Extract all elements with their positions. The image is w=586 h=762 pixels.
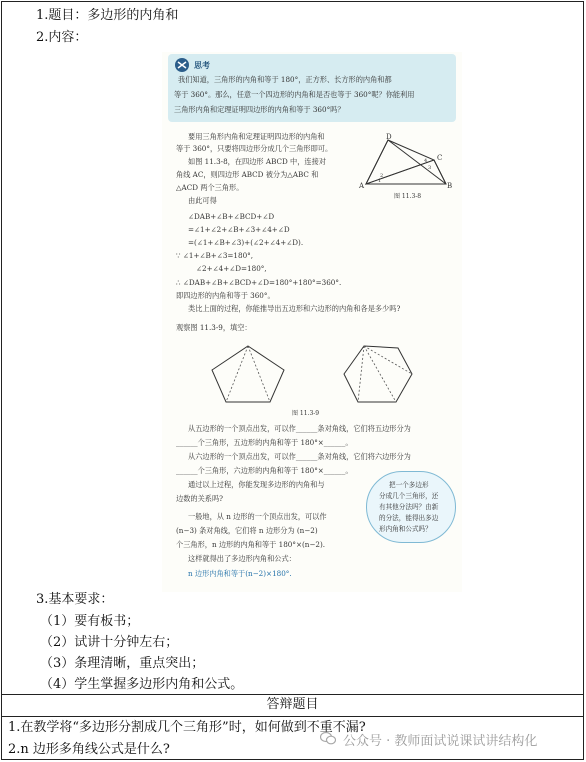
- bubble-line: 的分法，能得出多边: [379, 514, 439, 522]
- quadrilateral-figure: [358, 132, 454, 192]
- quad-label-a: A: [359, 182, 365, 190]
- figure-caption: 图 11.3-9: [292, 410, 320, 417]
- content-label: 2.内容：: [36, 30, 88, 45]
- intro-line: 要用三角形内角和定理证明四边形的内角和: [188, 132, 325, 141]
- fill-line: 从五边形的一个顶点出发，可以作______条对角线，它们将五边形分为: [188, 424, 411, 433]
- proof-line: ∠2+∠4+∠D=180°,: [196, 264, 267, 273]
- proof-line: ∴ ∠DAB+∠B+∠BCD+∠D=180°+180°=360°.: [176, 278, 342, 287]
- proof-line: ∠DAB+∠B+∠BCD+∠D: [188, 212, 275, 221]
- document-frame: [1, 1, 584, 760]
- proof-line: =(∠1+∠B+∠3)+(∠2+∠4+∠D).: [188, 238, 304, 247]
- wechat-icon: [320, 731, 336, 745]
- fill-line: 从六边形的一个顶点出发，可以作______条对角线，它们将六边形分为: [188, 452, 411, 461]
- fill-line: 个三角形，n 边形的内角和等于 180°×(n−2).: [176, 540, 326, 549]
- think-line: 等于 360°。那么，任意一个四边形的内角和是否也等于 360°呢？你能利用: [174, 90, 415, 99]
- intro-line: 由此可得: [188, 196, 217, 205]
- proof-line: 类比上面的过程，你能推导出五边形和六边形的内角和各是多少吗?: [188, 304, 401, 313]
- fill-line: (n−3) 条对角线，它们将 n 边形分为 (n−2): [176, 526, 318, 535]
- defense-question: 2.n 边形多角线公式是什么?: [8, 742, 170, 757]
- proof-line: =∠1+∠2+∠B+∠3+∠4+∠D: [188, 225, 290, 234]
- fill-line: 通过以上过程，你能发现多边形的内角和与: [188, 480, 325, 489]
- quad-label-d: D: [386, 133, 392, 141]
- angle-label: 1: [378, 178, 382, 184]
- textbook-excerpt: [162, 52, 462, 592]
- formula-line: n 边形内角和等于(n−2)×180°.: [188, 569, 292, 578]
- defense-question: 1.在教学将“多边形分割成几个三角形”时，如何做到不重不漏?: [8, 720, 366, 735]
- bubble-line: 分成几个三角形，还: [379, 492, 439, 500]
- think-label: 思考: [194, 60, 210, 70]
- question-section: [2, 2, 583, 695]
- proof-line: 即四边形的内角和等于 360°。: [176, 291, 275, 300]
- thought-bubble: [366, 471, 456, 543]
- intro-line: △ACD 两个三角形。: [176, 183, 244, 192]
- question-title: 1.题目：多边形的内角和: [36, 8, 179, 23]
- bubble-line: 形内角和公式吗？: [379, 525, 432, 533]
- bubble-line: 有其他分法吗？由新: [379, 503, 439, 511]
- requirement-item: （3）条理清晰，重点突出；: [40, 656, 205, 671]
- fill-line: ______个三角形，五边形的内角和等于 180°×______。: [176, 438, 353, 447]
- requirements-title: 3.基本要求：: [36, 592, 114, 607]
- intro-line: 等于 360°，只要将四边形分成几个三角形即可。: [176, 144, 333, 153]
- quad-label-b: B: [447, 182, 453, 190]
- quad-label-c: C: [437, 154, 443, 162]
- fill-line: 这样就得出了多边形内角和公式：: [188, 554, 296, 563]
- think-box: [168, 54, 456, 122]
- think-line: 我们知道，三角形的内角和等于 180°，正方形、长方形的内角和都: [178, 75, 392, 84]
- proof-line: ∵ ∠1+∠B+∠3=180°,: [176, 251, 254, 260]
- figure-caption: 图 11.3-8: [394, 193, 422, 200]
- think-icon: [174, 57, 190, 73]
- fill-line: 一般地，从 n 边形的一个顶点出发，可以作: [188, 512, 327, 521]
- think-line: 三角形内角和定理证明四边形的内角和等于 360°吗？: [174, 105, 345, 114]
- fill-line: 边数的关系吗?: [176, 494, 223, 503]
- requirement-item: （4）学生掌握多边形内角和公式。: [40, 677, 244, 692]
- observe-line: 观察图 11.3-9，填空：: [176, 323, 252, 332]
- fill-line: ______个三角形，六边形的内角和等于 180°×______。: [176, 466, 353, 475]
- defense-header: 答辩题目: [2, 694, 583, 717]
- requirement-item: （2）试讲十分钟左右；: [40, 635, 179, 650]
- requirement-item: （1）要有板书；: [40, 614, 140, 629]
- pentagon-figure: [208, 342, 288, 406]
- intro-line: 如图 11.3-8，在四边形 ABCD 中，连接对: [188, 157, 326, 166]
- angle-label: 3: [428, 165, 432, 171]
- angle-label: 4: [424, 158, 428, 164]
- angle-label: 2: [380, 173, 384, 179]
- bubble-line: 把一个多边形: [389, 481, 429, 489]
- hexagon-figure: [340, 342, 416, 406]
- watermark: 公众号 · 教师面试说课试讲结构化: [343, 734, 538, 749]
- intro-line: 角线 AC，则四边形 ABCD 被分为△ABC 和: [176, 170, 319, 179]
